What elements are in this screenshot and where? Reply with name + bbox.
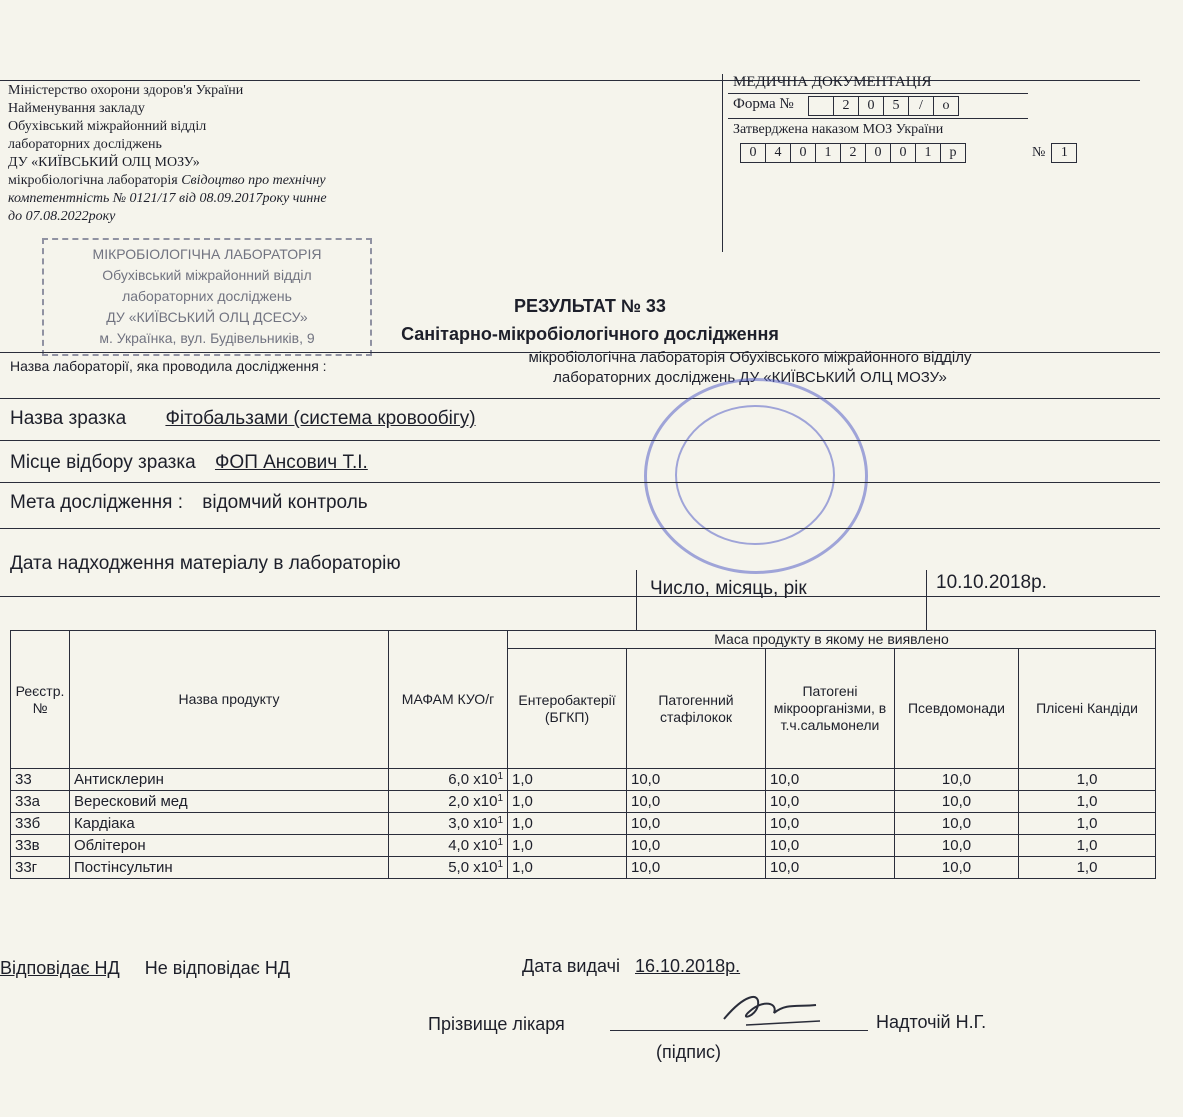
mafam-exponent: 1 xyxy=(497,771,503,782)
cell-patho-value: 10,0 xyxy=(770,859,800,876)
code-box xyxy=(808,96,834,116)
cell-reg-value: 33 xyxy=(15,771,32,788)
code-box: 0 xyxy=(791,143,816,163)
cell-molds xyxy=(1019,769,1156,791)
cell-name-value: Постінсультин xyxy=(74,859,173,876)
order-code-boxes xyxy=(740,143,966,163)
doctor-label: Прізвище лікаря xyxy=(428,1014,565,1034)
cell-mafam xyxy=(389,835,508,857)
ministry-name: Міністерство охорони здоров'я України xyxy=(8,83,244,98)
cell-mafam-value: 5,0 x10 xyxy=(448,859,498,876)
rule xyxy=(0,528,1160,529)
cell-entero xyxy=(508,857,627,879)
cell-name-value: Облітерон xyxy=(74,837,146,854)
cell-molds xyxy=(1019,791,1156,813)
cell-staph-value: 10,0 xyxy=(631,793,661,810)
cell-staph xyxy=(627,813,766,835)
cell-pseudo-value: 10,0 xyxy=(941,793,972,810)
group-header: Маса продукту в якому не виявлено xyxy=(508,631,1156,649)
approved-by: Затверджена наказом МОЗ України xyxy=(733,122,944,137)
cell-mafam-value: 2,0 x10 xyxy=(448,793,498,810)
complies-text: Відповідає НД xyxy=(0,958,120,978)
sample-place-row xyxy=(10,452,368,474)
issue-label: Дата видачі xyxy=(522,956,620,976)
complies-row xyxy=(0,958,290,979)
result-subtitle: Санітарно-мікробіологічного дослідження xyxy=(401,324,779,344)
cell-molds-value: 1,0 xyxy=(1076,837,1098,854)
code-box: 2 xyxy=(834,96,859,116)
code-box: р xyxy=(941,143,966,163)
result-title: РЕЗУЛЬТАТ № 33 xyxy=(514,296,666,316)
cell-staph xyxy=(627,769,766,791)
cell-reg-value: 33г xyxy=(15,859,38,876)
lab-value-line: мікробіологічна лабораторія Обухівського міжрайонного відділу xyxy=(528,349,972,366)
cell-entero-value: 1,0 xyxy=(512,859,533,876)
rule xyxy=(0,398,1160,399)
cell-entero-value: 1,0 xyxy=(512,793,533,810)
receipt-label: Дата надходження матеріалу в лабораторію xyxy=(10,553,401,574)
sample-place-label: Місце відбору зразка xyxy=(10,452,196,473)
cell-reg xyxy=(11,857,70,879)
cell-name-value: Антисклерин xyxy=(74,771,164,788)
cell-mafam-value: 6,0 x10 xyxy=(448,771,498,788)
doctor-name: Надточій Н.Г. xyxy=(876,1012,987,1032)
cell-staph xyxy=(627,857,766,879)
table-row xyxy=(11,791,1156,813)
stamp-line: Обухівський міжрайонний відділ xyxy=(102,267,312,283)
issue-row xyxy=(522,956,740,977)
cell-molds-value: 1,0 xyxy=(1076,859,1098,876)
cell-reg-value: 33б xyxy=(15,815,41,832)
certificate-line: до 07.08.2022року xyxy=(8,209,116,224)
code-box: 0 xyxy=(891,143,916,163)
col-pseudo: Псевдомонади xyxy=(895,649,1019,769)
purpose-label: Мета дослідження : xyxy=(10,492,183,513)
lab-name: мікробіологічна лабораторія xyxy=(8,173,178,188)
lab-label: Назва лабораторії, яка проводила дослідження : xyxy=(10,358,327,374)
mafam-exponent: 1 xyxy=(497,793,503,804)
cell-pseudo xyxy=(895,769,1019,791)
cell-molds xyxy=(1019,813,1156,835)
code-box: 0 xyxy=(866,143,891,163)
purpose-row xyxy=(10,492,368,514)
col-mafam: МАФАМ КУО/г xyxy=(389,631,508,769)
institution-line: ДУ «КИЇВСЬКИЙ ОЛЦ МОЗУ» xyxy=(8,155,200,170)
cell-patho xyxy=(766,769,895,791)
cell-reg xyxy=(11,791,70,813)
cell-staph-value: 10,0 xyxy=(631,837,661,854)
cell-staph-value: 10,0 xyxy=(631,815,661,832)
cell-staph xyxy=(627,835,766,857)
institution-block xyxy=(8,82,448,226)
code-box: 5 xyxy=(884,96,909,116)
stamp-line: лабораторних досліджень xyxy=(122,288,292,304)
cell-mafam-value: 3,0 x10 xyxy=(448,815,498,832)
signature-label: (підпис) xyxy=(656,1042,722,1062)
code-box: 1 xyxy=(816,143,841,163)
cell-pseudo xyxy=(895,835,1019,857)
code-box: 0 xyxy=(740,143,766,163)
form-label: Форма № xyxy=(733,96,794,112)
rule xyxy=(0,596,1160,597)
order-no-label: № xyxy=(1032,145,1046,160)
table-row xyxy=(11,835,1156,857)
cell-reg xyxy=(11,835,70,857)
cell-entero xyxy=(508,791,627,813)
not-complies-text: Не відповідає НД xyxy=(144,958,291,978)
stamp-line: м. Українка, вул. Будівельників, 9 xyxy=(99,330,315,346)
cell-molds-value: 1,0 xyxy=(1076,771,1098,788)
rule xyxy=(926,570,927,630)
cell-molds-value: 1,0 xyxy=(1076,815,1098,832)
cell-name xyxy=(70,813,389,835)
col-patho: Патогені мікроорганізми, в т.ч.сальмонели xyxy=(766,649,895,769)
institution-line: лабораторних досліджень xyxy=(8,137,162,152)
cell-mafam xyxy=(389,791,508,813)
cell-patho-value: 10,0 xyxy=(770,771,800,788)
issue-date: 16.10.2018р. xyxy=(635,956,741,976)
rule xyxy=(0,482,1160,483)
col-name: Назва продукту xyxy=(70,631,389,769)
certificate-line: компетентність № 0121/17 від 08.09.2017року чинне xyxy=(8,191,327,206)
cell-mafam xyxy=(389,813,508,835)
cell-entero xyxy=(508,769,627,791)
cell-molds xyxy=(1019,857,1156,879)
date-label: Число, місяць, рік xyxy=(650,578,807,599)
form-code-boxes xyxy=(808,96,959,116)
cell-entero xyxy=(508,835,627,857)
cell-reg xyxy=(11,813,70,835)
order-number xyxy=(1032,143,1077,163)
rule xyxy=(636,570,637,630)
code-box: о xyxy=(934,96,959,116)
col-entero: Ентеробактерії (БГКП) xyxy=(508,649,627,769)
cell-mafam xyxy=(389,769,508,791)
cell-pseudo xyxy=(895,813,1019,835)
code-box: 2 xyxy=(841,143,866,163)
cell-entero xyxy=(508,813,627,835)
round-seal xyxy=(644,378,868,574)
cell-staph xyxy=(627,791,766,813)
cell-molds-value: 1,0 xyxy=(1076,793,1098,810)
cell-mafam xyxy=(389,857,508,879)
cell-molds xyxy=(1019,835,1156,857)
cell-pseudo-value: 10,0 xyxy=(941,771,972,788)
stamp-line: ДУ «КИЇВСЬКИЙ ОЛЦ ДСЕСУ» xyxy=(106,309,308,325)
cell-patho xyxy=(766,791,895,813)
sample-place-value: ФОП Ансович Т.І. xyxy=(214,452,368,473)
signature-mark xyxy=(716,985,826,1033)
cell-name xyxy=(70,769,389,791)
rule xyxy=(728,93,1028,94)
lab-value-line: лабораторних досліджень ДУ «КИЇВСЬКИЙ ОЛЦ МОЗУ» xyxy=(553,369,947,386)
rule xyxy=(728,118,1028,119)
med-doc-title: МЕДИЧНА ДОКУМЕНТАЦІЯ xyxy=(733,74,932,90)
cell-staph-value: 10,0 xyxy=(631,771,661,788)
code-box: 4 xyxy=(766,143,791,163)
cell-patho xyxy=(766,835,895,857)
cell-pseudo-value: 10,0 xyxy=(941,859,972,876)
cell-reg-value: 33в xyxy=(15,837,40,854)
table-row xyxy=(11,813,1156,835)
order-no-value: 1 xyxy=(1051,143,1077,163)
receipt-date: 10.10.2018р. xyxy=(936,572,1047,593)
top-rule xyxy=(0,80,1140,81)
lab-stamp xyxy=(42,238,372,356)
col-staph: Патогенний стафілокок xyxy=(627,649,766,769)
cell-name xyxy=(70,835,389,857)
cell-patho-value: 10,0 xyxy=(770,793,800,810)
cell-staph-value: 10,0 xyxy=(631,859,661,876)
code-box: 0 xyxy=(859,96,884,116)
rule xyxy=(0,440,1160,441)
cell-entero-value: 1,0 xyxy=(512,815,533,832)
cell-name xyxy=(70,791,389,813)
cell-pseudo-value: 10,0 xyxy=(941,815,972,832)
cell-pseudo xyxy=(895,791,1019,813)
col-molds: Плісені Кандіди xyxy=(1019,649,1156,769)
cell-entero-value: 1,0 xyxy=(512,771,533,788)
table-row xyxy=(11,857,1156,879)
cell-reg-value: 33а xyxy=(15,793,41,810)
stamp-line: МІКРОБІОЛОГІЧНА ЛАБОРАТОРІЯ xyxy=(92,246,322,262)
cell-patho-value: 10,0 xyxy=(770,815,800,832)
sample-name-value: Фітобальзами (система кровообігу) xyxy=(165,408,476,429)
cell-patho-value: 10,0 xyxy=(770,837,800,854)
cell-name xyxy=(70,857,389,879)
purpose-value: відомчий контроль xyxy=(202,492,368,513)
code-box: / xyxy=(909,96,934,116)
institution-label: Найменування закладу xyxy=(8,101,145,116)
cell-pseudo-value: 10,0 xyxy=(941,837,972,854)
cell-name-value: Вересковий мед xyxy=(74,793,188,810)
certificate-text: Свідоцтво про технічну xyxy=(181,173,326,188)
cell-name-value: Кардіака xyxy=(74,815,135,832)
mafam-exponent: 1 xyxy=(497,859,503,870)
cell-entero-value: 1,0 xyxy=(512,837,533,854)
code-box: 1 xyxy=(916,143,941,163)
mafam-exponent: 1 xyxy=(497,837,503,848)
col-reg: Реєстр.№ xyxy=(11,631,70,769)
cell-reg xyxy=(11,769,70,791)
cell-pseudo xyxy=(895,857,1019,879)
cell-mafam-value: 4,0 x10 xyxy=(448,837,498,854)
cell-patho xyxy=(766,813,895,835)
institution-line: Обухівський міжрайонний відділ xyxy=(8,119,207,134)
results-table xyxy=(10,630,1156,879)
cell-patho xyxy=(766,857,895,879)
header-divider xyxy=(722,74,723,252)
certificate-line xyxy=(8,172,448,190)
sample-name-label: Назва зразка xyxy=(10,408,127,429)
table-row xyxy=(11,769,1156,791)
sample-name-row xyxy=(10,408,476,430)
mafam-exponent: 1 xyxy=(497,815,503,826)
